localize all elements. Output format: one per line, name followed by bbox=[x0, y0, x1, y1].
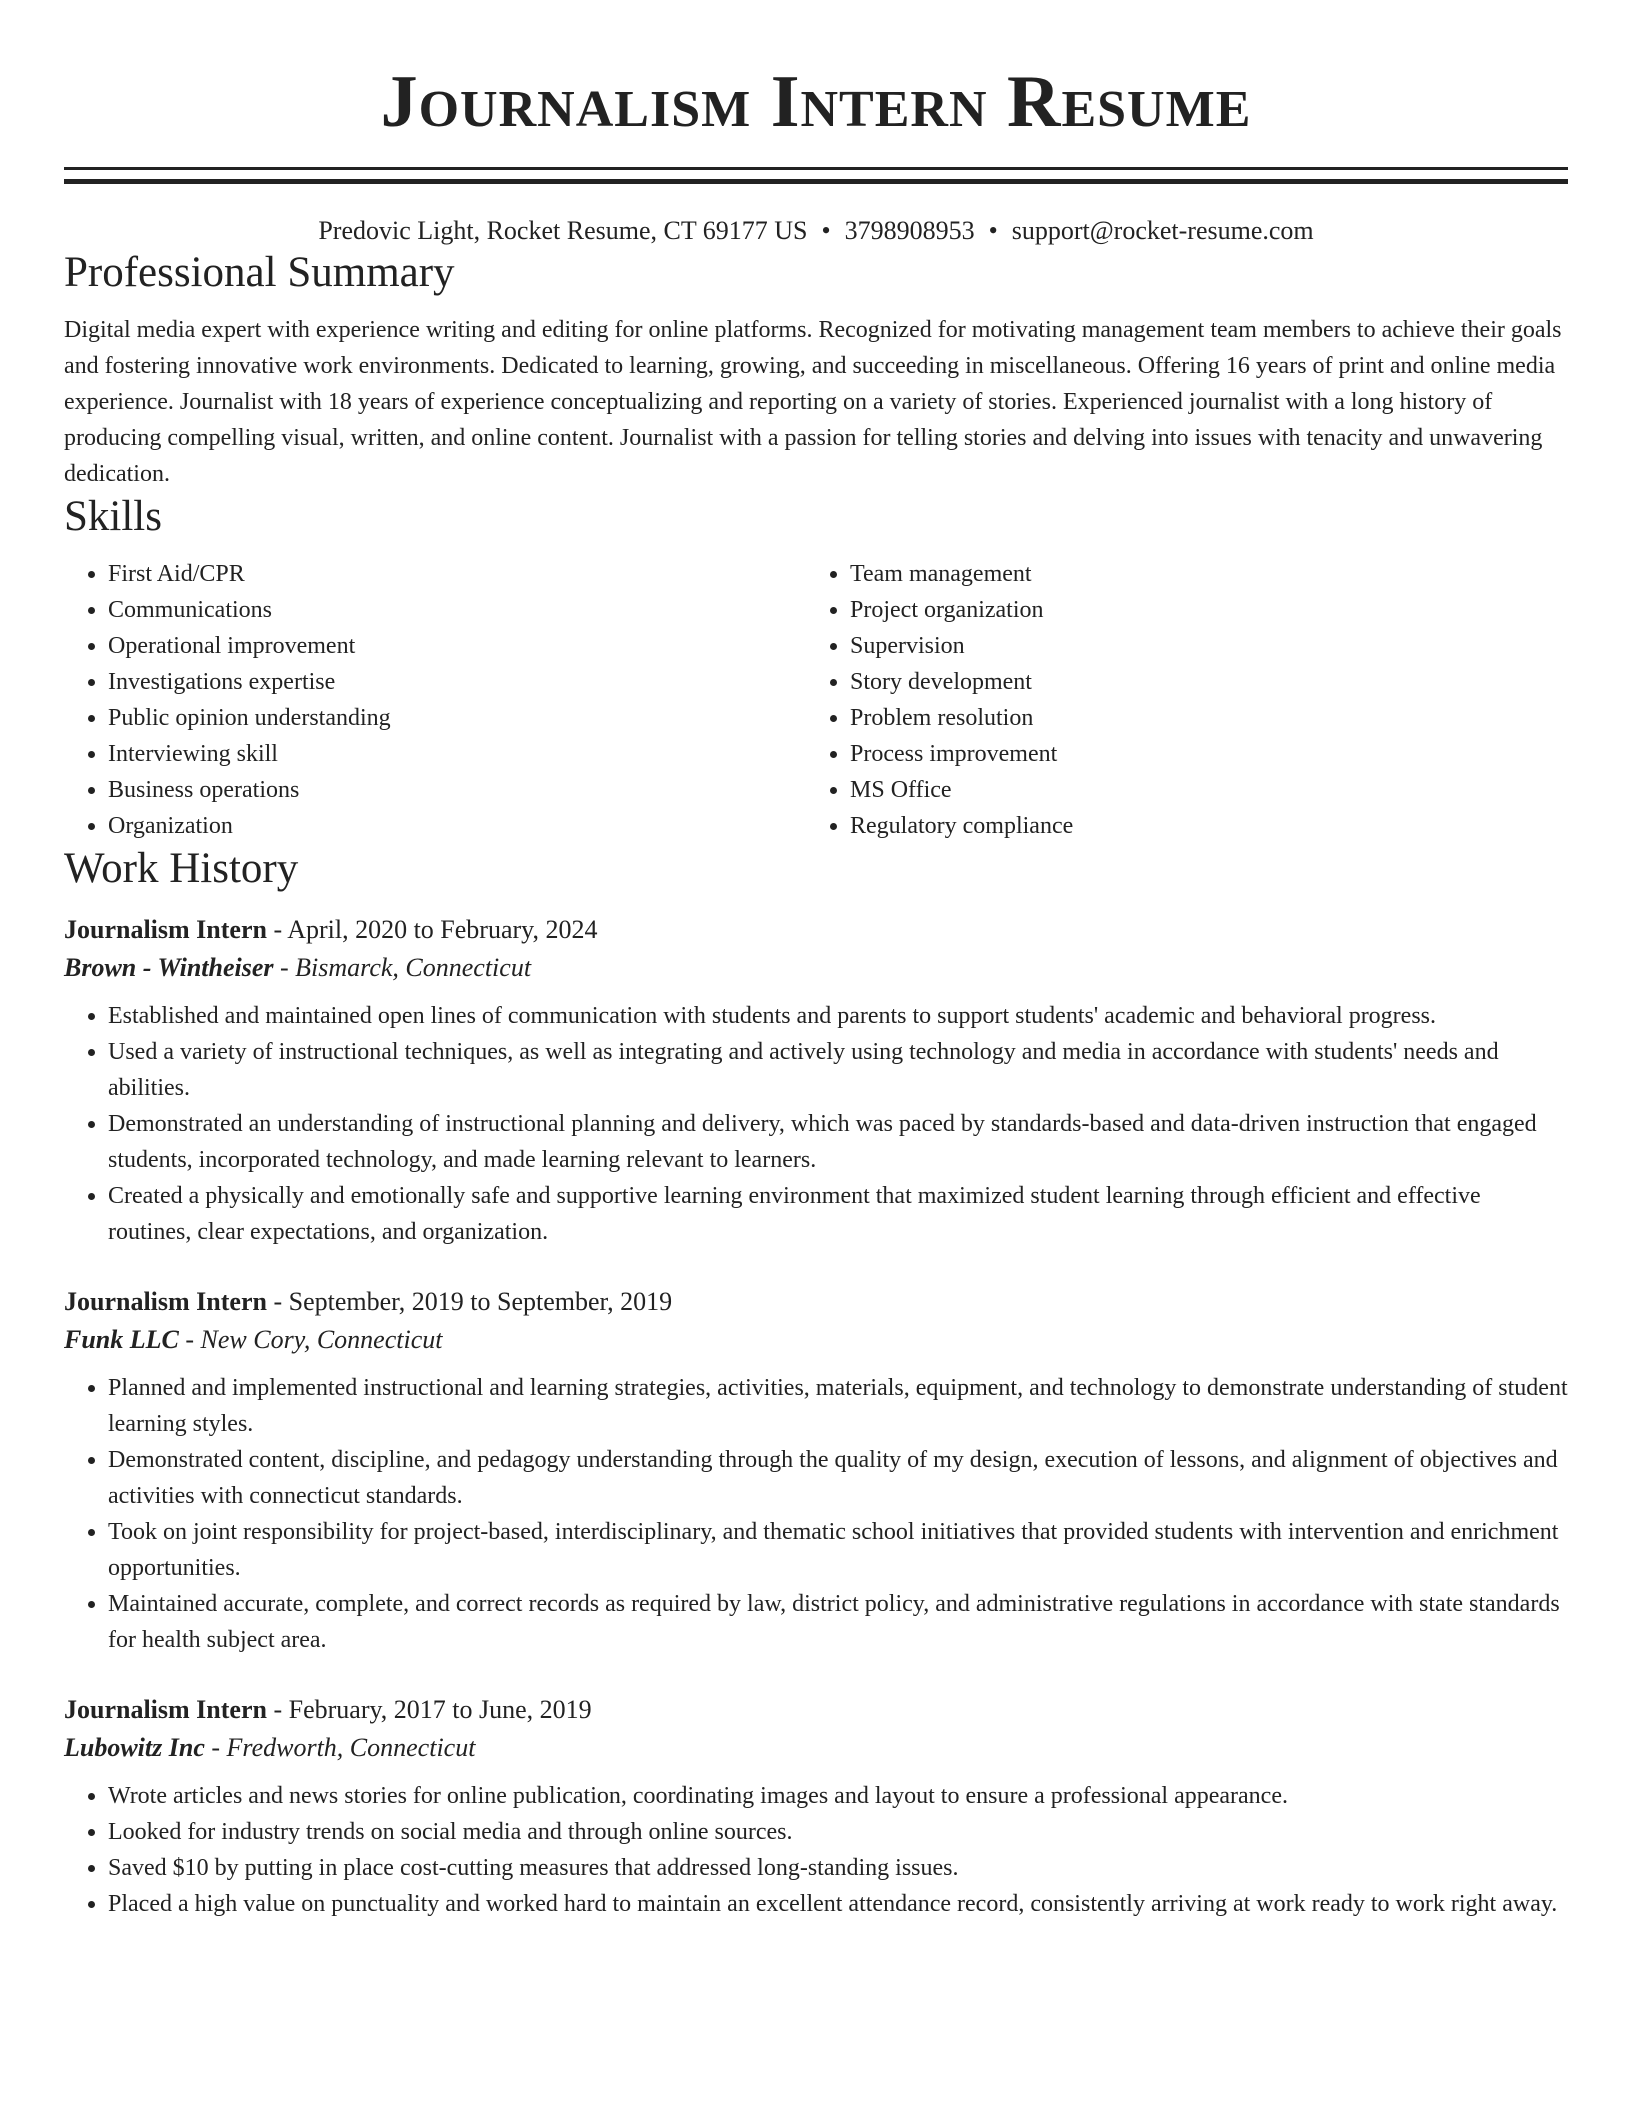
skill-item: • MS Office bbox=[850, 772, 1548, 808]
contact-separator: • bbox=[821, 216, 831, 245]
skill-item: • Problem resolution bbox=[850, 700, 1548, 736]
contact-separator: • bbox=[988, 216, 998, 245]
duty-item: • Looked for industry trends on social media and through online sources. bbox=[108, 1814, 1568, 1850]
skill-item: • Communications bbox=[108, 592, 806, 628]
job-entry bbox=[64, 912, 1568, 1250]
work-history-heading: Work History bbox=[64, 845, 299, 892]
duty-item: • Took on joint responsibility for project-based, interdisciplinary, and thematic school initiatives that provided students with intervention and enrichment opportunities. bbox=[108, 1514, 1568, 1586]
summary-heading: Professional Summary bbox=[64, 249, 455, 296]
contact-line bbox=[64, 214, 1568, 248]
job-title: Journalism Intern bbox=[64, 1287, 267, 1316]
skill-item: • Team management bbox=[850, 556, 1548, 592]
company-line bbox=[64, 1320, 1568, 1360]
duty-item: • Planned and implemented instructional and learning strategies, activities, materials, equipment, and technology to demonstrate understanding of student learning styles. bbox=[108, 1370, 1568, 1442]
duty-item: • Established and maintained open lines of communication with students and parents to support students' academic and behavioral progress. bbox=[108, 998, 1568, 1034]
job-title-line bbox=[64, 1284, 1568, 1320]
skill-item: • Project organization bbox=[850, 592, 1548, 628]
job-entry bbox=[64, 1284, 1568, 1658]
duty-item: • Wrote articles and news stories for online publication, coordinating images and layout to ensure a professional appearance. bbox=[108, 1778, 1568, 1814]
contact-email: support@rocket-resume.com bbox=[1011, 216, 1314, 245]
skills-heading: Skills bbox=[64, 493, 162, 540]
skill-item: • Interviewing skill bbox=[108, 736, 806, 772]
duty-item: • Saved $10 by putting in place cost-cutting measures that addressed long-standing issues. bbox=[108, 1850, 1568, 1886]
skills-list bbox=[64, 556, 1568, 844]
job-title-line bbox=[64, 912, 1568, 948]
company-location: - Fredworth, Connecticut bbox=[204, 1733, 476, 1762]
job-dates: - September, 2019 to September, 2019 bbox=[266, 1287, 673, 1316]
skills-column-left bbox=[64, 556, 806, 844]
company-line bbox=[64, 948, 1568, 988]
skill-item: • Organization bbox=[108, 808, 806, 844]
skill-item: • Story development bbox=[850, 664, 1548, 700]
company-name: Brown - Wintheiser bbox=[64, 953, 274, 982]
skill-item: • Process improvement bbox=[850, 736, 1548, 772]
company-name: Funk LLC bbox=[64, 1325, 179, 1354]
skill-item: • Regulatory compliance bbox=[850, 808, 1548, 844]
job-title-line bbox=[64, 1692, 1568, 1728]
job-title: Journalism Intern bbox=[64, 1695, 267, 1724]
duty-item: • Demonstrated content, discipline, and pedagogy understanding through the quality of my design, execution of lessons, and alignment of objectives and activities with connecticut standards. bbox=[108, 1442, 1568, 1514]
job-dates: - February, 2017 to June, 2019 bbox=[266, 1695, 592, 1724]
skill-item: • First Aid/CPR bbox=[108, 556, 806, 592]
duty-item: • Maintained accurate, complete, and correct records as required by law, district policy, and administrative regulations in accordance with state standards for health subject area. bbox=[108, 1586, 1568, 1658]
company-location: - Bismarck, Connecticut bbox=[273, 953, 532, 982]
duty-item: • Demonstrated an understanding of instructional planning and delivery, which was paced by standards-based and data-driven instruction that engaged students, incorporated technology, and made learning relevant to learners. bbox=[108, 1106, 1568, 1178]
skill-item: • Supervision bbox=[850, 628, 1548, 664]
duty-list bbox=[64, 1778, 1568, 1922]
duty-list bbox=[64, 998, 1568, 1250]
title-divider bbox=[64, 167, 1568, 184]
skills-column-right bbox=[806, 556, 1548, 844]
duty-item: • Placed a high value on punctuality and worked hard to maintain an excellent attendance record, consistently arriving at work ready to work right away. bbox=[108, 1886, 1568, 1922]
skill-item: • Investigations expertise bbox=[108, 664, 806, 700]
job-entry bbox=[64, 1692, 1568, 1922]
contact-phone: 3798908953 bbox=[844, 216, 975, 245]
duty-item: • Used a variety of instructional techniques, as well as integrating and actively using technology and media in accordance with students' needs and abilities. bbox=[108, 1034, 1568, 1106]
job-title: Journalism Intern bbox=[64, 915, 267, 944]
resume-title: Journalism Intern Resume bbox=[380, 61, 1252, 143]
skill-item: • Operational improvement bbox=[108, 628, 806, 664]
duty-list bbox=[64, 1370, 1568, 1658]
summary-text: Digital media expert with experience writing and editing for online platforms. Recognized for motivating management team members to achieve their goals and fostering innovative work environments. Dedicated to learning, growing, and succeeding in miscellaneous. Offering 16 years of print and online media experience. Journalist with 18 years of experience conceptualizing and reporting on a variety of stories. Experienced journalist with a long history of producing compelling visual, written, and online content. Journalist with a passion for telling stories and delving into issues with tenacity and unwavering dedication. bbox=[64, 317, 1562, 487]
company-location: - New Cory, Connecticut bbox=[178, 1325, 443, 1354]
contact-address: Predovic Light, Rocket Resume, CT 69177 US bbox=[318, 216, 808, 245]
skill-item: • Public opinion understanding bbox=[108, 700, 806, 736]
skill-item: • Business operations bbox=[108, 772, 806, 808]
duty-item: • Created a physically and emotionally safe and supportive learning environment that maximized student learning through efficient and effective routines, clear expectations, and organization. bbox=[108, 1178, 1568, 1250]
company-line bbox=[64, 1728, 1568, 1768]
company-name: Lubowitz Inc bbox=[64, 1733, 205, 1762]
job-dates: - April, 2020 to February, 2024 bbox=[266, 915, 598, 944]
